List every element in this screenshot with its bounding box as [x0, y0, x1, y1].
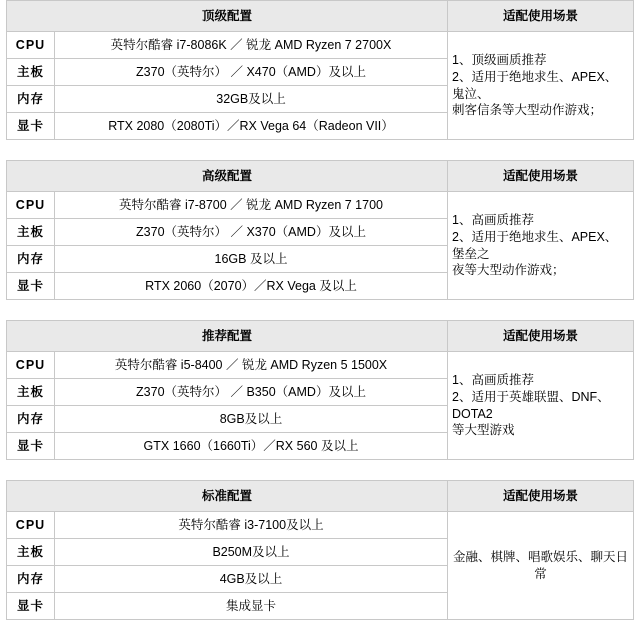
row-label-gpu: 显卡	[7, 273, 55, 300]
row-value-mainboard: Z370（英特尔） ／ X470（AMD）及以上	[55, 59, 448, 86]
scene-line: 夜等大型动作游戏；	[452, 263, 565, 278]
row-value-gpu: GTX 1660（1660Ti）／RX 560 及以上	[55, 433, 448, 460]
scene-line: 2、适用于英雄联盟、DNF、DOTA2	[452, 389, 610, 421]
row-value-mainboard: Z370（英特尔） ／ X370（AMD）及以上	[55, 219, 448, 246]
config-table-standard	[6, 480, 634, 620]
row-value-cpu: 英特尔酷睿 i7-8700 ／ 锐龙 AMD Ryzen 7 1700	[55, 192, 448, 219]
row-label-gpu: 显卡	[7, 433, 55, 460]
row-label-mainboard: 主板	[7, 59, 55, 86]
row-label-memory: 内存	[7, 566, 55, 593]
row-value-gpu: 集成显卡	[55, 593, 448, 620]
scene-line: 刺客信条等大型动作游戏；	[452, 103, 603, 118]
config-table-advanced	[6, 160, 634, 300]
table-header-row	[7, 481, 634, 512]
scene-line: 等大型游戏	[452, 423, 515, 438]
scene-header: 适配使用场景	[448, 161, 634, 192]
row-value-memory: 4GB及以上	[55, 566, 448, 593]
row-label-memory: 内存	[7, 246, 55, 273]
scene-cell	[448, 192, 634, 300]
row-label-mainboard: 主板	[7, 379, 55, 406]
row-label-mainboard: 主板	[7, 219, 55, 246]
table-gap	[6, 140, 634, 160]
table-title: 高级配置	[7, 161, 448, 192]
scene-cell	[448, 352, 634, 460]
table-gap	[6, 460, 634, 480]
scene-line: 1、顶级画质推荐	[452, 52, 547, 67]
scene-header: 适配使用场景	[448, 1, 634, 32]
table-row	[7, 352, 634, 379]
row-value-gpu: RTX 2060（2070）／RX Vega 及以上	[55, 273, 448, 300]
row-value-gpu: RTX 2080（2080Ti）／RX Vega 64（Radeon VII）	[55, 113, 448, 140]
table-row	[7, 512, 634, 539]
row-label-mainboard: 主板	[7, 539, 55, 566]
row-value-mainboard: Z370（英特尔） ／ B350（AMD）及以上	[55, 379, 448, 406]
row-label-memory: 内存	[7, 86, 55, 113]
row-label-memory: 内存	[7, 406, 55, 433]
row-value-mainboard: B250M及以上	[55, 539, 448, 566]
scene-line: 1、高画质推荐	[452, 212, 534, 227]
table-gap	[6, 300, 634, 320]
config-table-recommended	[6, 320, 634, 460]
row-value-cpu: 英特尔酷睿 i3-7100及以上	[55, 512, 448, 539]
row-value-cpu: 英特尔酷睿 i7-8086K ／ 锐龙 AMD Ryzen 7 2700X	[55, 32, 448, 59]
row-label-cpu: CPU	[7, 192, 55, 219]
row-value-memory: 32GB及以上	[55, 86, 448, 113]
scene-header: 适配使用场景	[448, 481, 634, 512]
scene-line: 2、适用于绝地求生、APEX、鬼泣、	[452, 69, 618, 101]
scene-cell	[448, 512, 634, 620]
scene-header: 适配使用场景	[448, 321, 634, 352]
row-value-memory: 8GB及以上	[55, 406, 448, 433]
table-row	[7, 192, 634, 219]
table-header-row	[7, 321, 634, 352]
config-table-top	[6, 0, 634, 140]
scene-line: 1、高画质推荐	[452, 372, 534, 387]
row-label-gpu: 显卡	[7, 113, 55, 140]
row-label-cpu: CPU	[7, 512, 55, 539]
table-row	[7, 32, 634, 59]
row-label-cpu: CPU	[7, 352, 55, 379]
row-label-cpu: CPU	[7, 32, 55, 59]
table-header-row	[7, 1, 634, 32]
table-title: 顶级配置	[7, 1, 448, 32]
scene-line: 2、适用于绝地求生、APEX、堡垒之	[452, 229, 618, 261]
scene-cell	[448, 32, 634, 140]
scene-line: 金融、棋牌、唱歌娱乐、聊天日常	[452, 549, 628, 581]
row-value-cpu: 英特尔酷睿 i5-8400 ／ 锐龙 AMD Ryzen 5 1500X	[55, 352, 448, 379]
row-value-memory: 16GB 及以上	[55, 246, 448, 273]
table-title: 推荐配置	[7, 321, 448, 352]
row-label-gpu: 显卡	[7, 593, 55, 620]
table-header-row	[7, 161, 634, 192]
table-title: 标准配置	[7, 481, 448, 512]
